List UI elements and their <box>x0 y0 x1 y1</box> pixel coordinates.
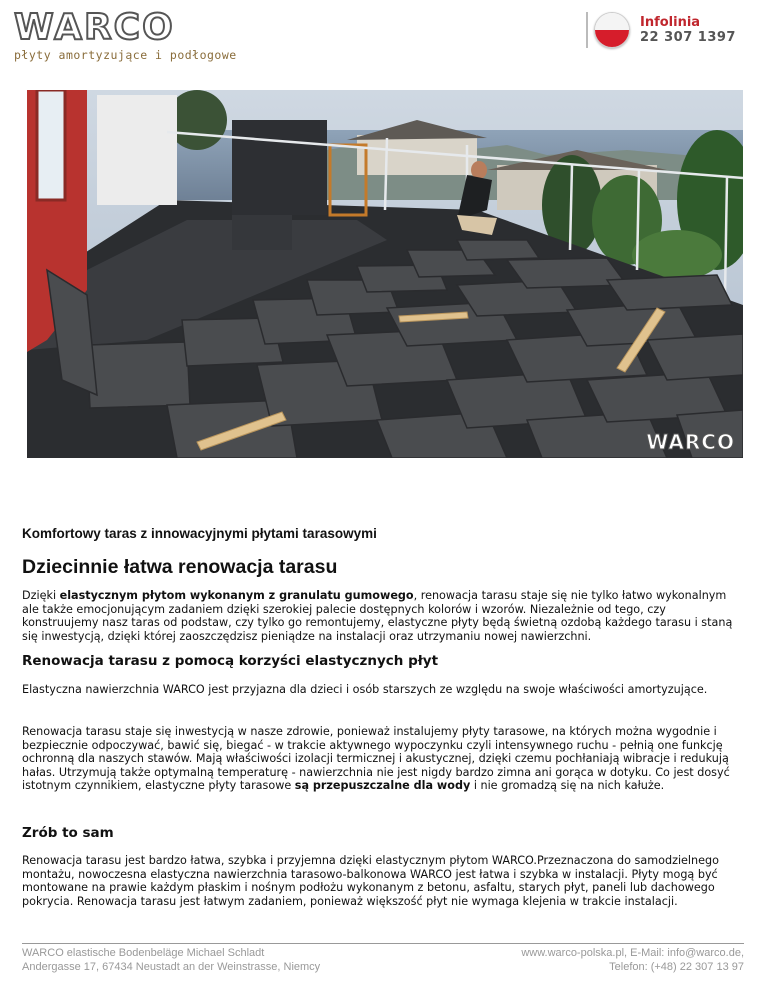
section-heading-diy: Zrób to sam <box>22 825 114 841</box>
footer-contact <box>521 946 744 974</box>
footer-company-name: WARCO elastische Bodenbeläge Michael Schladt <box>22 947 265 959</box>
footer-web-email[interactable]: www.warco-polska.pl, E-Mail: info@warco.de, <box>521 947 744 959</box>
diy-paragraph: Renowacja tarasu jest bardzo łatwa, szybka i przyjemna dzięki elastycznym płytom WARCO.Przeznaczona do samodzielnego montażu, nowoczesna elastyczna nawierzchnia tarasowo-balkonowa WARCO jest łatwa i szybka w instalacji. Płyty mogą być montowane na prawie każdym płaskim i nośnym podłożu wykonanym z betonu, asfaltu, starych płyt, paneli lub dachowego pokrycia. Renowacja tarasu jest łatwym zadaniem, ponieważ większość płyt nie wymaga klejenia w trakcie instalacji. <box>22 854 719 908</box>
infolinia-label: Infolinia <box>640 14 701 30</box>
warco-logo[interactable] <box>14 8 237 62</box>
article-subtitle: Komfortowy taras z innowacyjnymi płytami tarasowymi <box>22 526 377 541</box>
section-heading-benefits: Renowacja tarasu z pomocą korzyści elastycznych płyt <box>22 653 439 669</box>
footer-company <box>22 946 320 974</box>
logo-tagline: płyty amortyzujące i podłogowe <box>14 48 237 62</box>
logo-wordmark: WARCO <box>14 7 175 48</box>
article-title: Dziecinnie łatwa renowacja tarasu <box>22 556 338 578</box>
footer-divider <box>22 943 744 944</box>
benefits-paragraph-2: Renowacja tarasu staje się inwestycją w nasze zdrowie, ponieważ instalujemy płyty tarasowe, na których można wygodnie i bezpiecznie odpoczywać, bawić się, biegać - w trakcie aktywnego wypoczynku czyli intensywnego ruchu - pełnią one funkcję ochronną dla naszych stawów. Mają właściwości izolacji termicznej i akustycznej, dzięki czemu pochłaniają wibracje i redukują hałas. Utrzymują także optymalną temperaturę - nawierzchnia nie jest nigdy bardzo zimna ani gorąca w dotyku. Co jest dosyć istotnym czynnikiem, elastyczne płyty tarasowe są przepuszczalne dla wody i nie gromadzą się na nich kałuże. <box>22 725 730 793</box>
infolinia-phone[interactable]: 22 307 1397 <box>640 29 736 45</box>
header-divider <box>586 12 588 48</box>
infolinia-block <box>586 10 736 50</box>
benefits-paragraph-1: Elastyczna nawierzchnia WARCO jest przyjazna dla dzieci i osób starszych ze względu na swoje właściwości amortyzujące. <box>22 683 708 696</box>
permeable-bold: są przepuszczalne dla wody <box>294 779 471 793</box>
intro-paragraph: Dzięki elastycznym płytom wykonanym z granulatu gumowego, renowacja tarasu staje się nie tylko łatwo wykonalnym ale także emocjonującym zadaniem dzięki szerokiej palecie dostępnych kolorów i wzorów. Niezależnie od tego, czy konstruujemy nasz taras od podstaw, czy tylko go remontujemy, elastyczne płyty będą świetną ozdobą każdego tarasu i staną się inwestycją, dzięki której zaoszczędzisz pieniądze na instalacji oraz utrzymaniu nowej nawierzchni. <box>22 589 733 643</box>
footer-address: Andergasse 17, 67434 Neustadt an der Weinstrasse, Niemcy <box>22 961 321 973</box>
terrace-photo <box>27 90 743 458</box>
poland-flag-icon <box>594 12 630 48</box>
photo-watermark: WARCO <box>646 430 735 454</box>
intro-bold: elastycznym płytom wykonanym z granulatu gumowego <box>59 589 414 602</box>
footer-phone: Telefon: (+48) 22 307 13 97 <box>609 961 744 973</box>
